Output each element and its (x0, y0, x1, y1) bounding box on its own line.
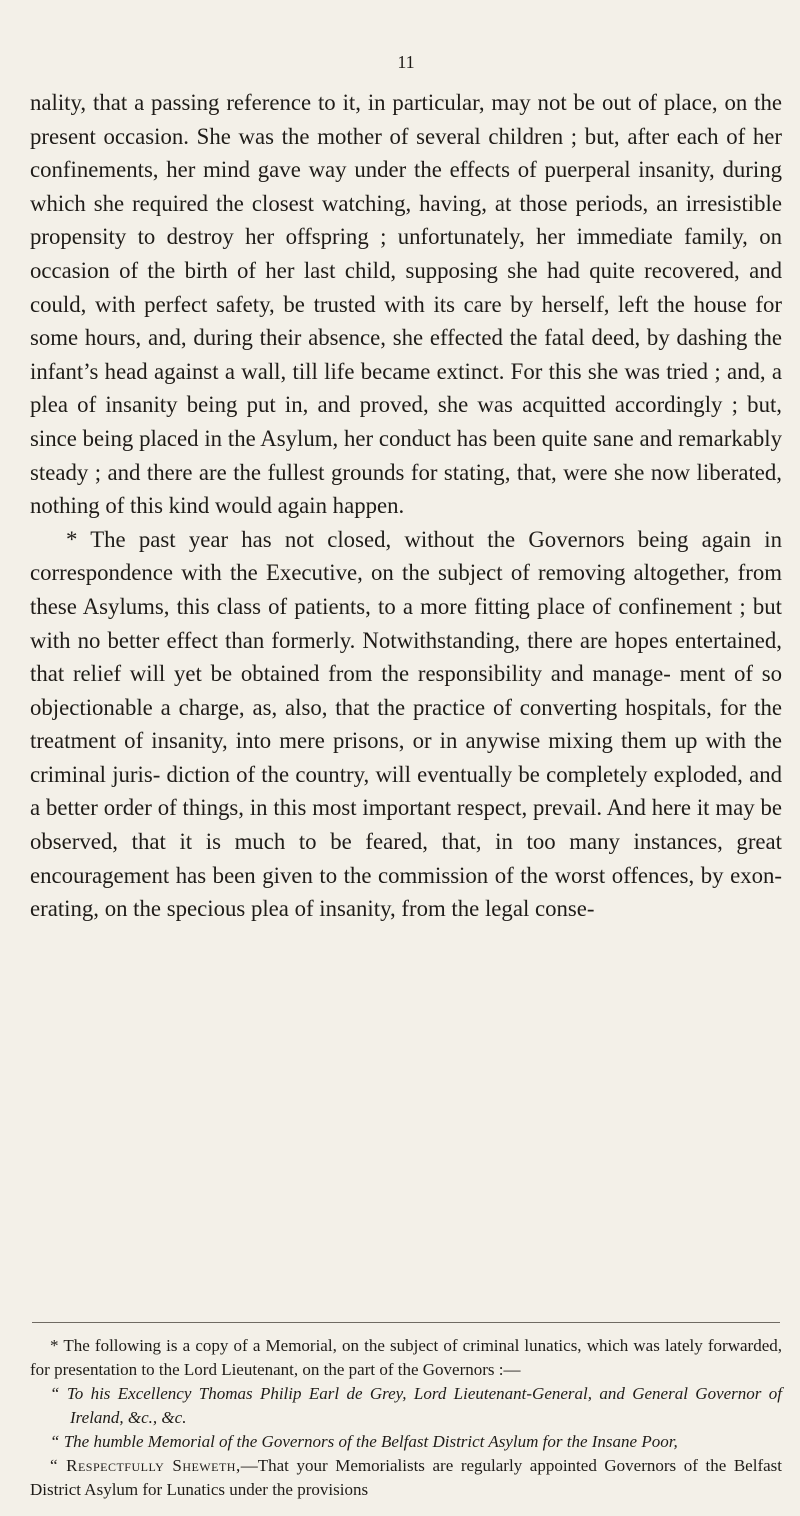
paragraph-2: * The past year has not closed, without the Governors being again in correspondence with the Executive, on the subject of removing altogether, from these Asylums, this class of patients, to a more fitting place of confinement ; but with no better effect than formerly. Notwithstanding, there are hopes entertained, that relief will yet be obtained from the responsibility and manage- ment of so objectionable a charge, as, also, that the practice of converting hospitals, for the treatment of insanity, into mere prisons, or in anywise mixing them up with the criminal juris- diction of the country, will eventually be completely exploded, and a better order of things, in this most important respect, prevail. And here it may be observed, that it is much to be feared, that, in too many instances, great encouragement has been given to the commission of the worst offences, by exon- erating, on the specious plea of insanity, from the legal conse- (30, 526, 782, 922)
page-number: 11 (397, 52, 415, 72)
footnote-memorial-body (30, 1454, 782, 1502)
footnote-body-text: —That your Memorialists are regularly appointed Governors of the Belfast District Asylum for Lunatics under the provisions (30, 1456, 782, 1499)
footnote-address: “ To his Excellency Thomas Philip Earl de Grey, Lord Lieutenant-General, and General Governor of Ireland, &c., &c. (50, 1384, 782, 1427)
footnote-salutation: “ Respectfully Sheweth, (50, 1456, 241, 1475)
footnote-divider (32, 1322, 780, 1323)
footnote-memorial-title: “ The humble Memorial of the Governors of the Belfast District Asylum for the Insane Poor, (50, 1432, 678, 1451)
paragraph-1: nality, that a passing reference to it, in particular, may not be out of place, on the present occasion. She was the mother of several children ; but, after each of her confinements, her mind gave way under the effects of puerperal insanity, during which she required the closest watching, having, at those periods, an irresistible propensity to destroy her offspring ; unfortunately, her immediate family, on occasion of the birth of her last child, supposing she had quite recovered, and could, with perfect safety, be trusted with its care by herself, left the house for some hours, and, during their absence, she effected the fatal deed, by dashing the infant’s head against a wall, till life became extinct. For this she was tried ; and, a plea of insanity being put in, and proved, she was acquitted accordingly ; but, since being placed in the Asylum, her conduct has been quite sane and remarkably steady ; and there are the fullest grounds for stating, that, were she now liberated, nothing of this kind would again happen. (30, 90, 782, 519)
footnote-block (30, 1334, 782, 1502)
main-text (30, 86, 782, 926)
footnote-intro: * The following is a copy of a Memorial, on the subject of criminal lunatics, which was lately forwarded, for presentation to the Lord Lieutenant, on the part of the Governors :— (30, 1336, 782, 1379)
